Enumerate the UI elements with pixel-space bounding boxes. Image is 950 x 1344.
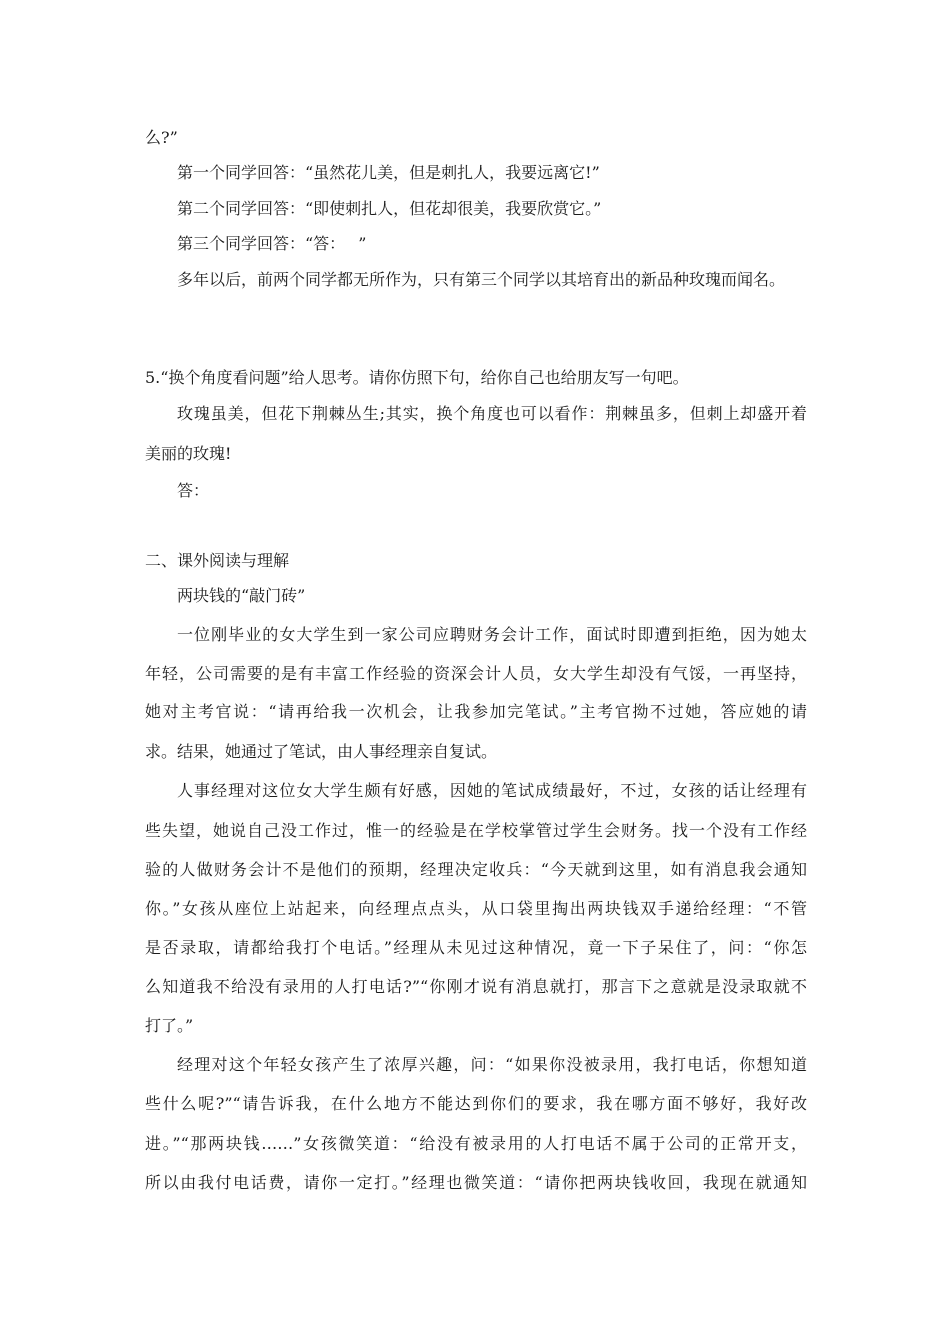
paragraph-line: 一位刚毕业的女大学生到一家公司应聘财务会计工作，面试时即遭到拒绝，因为她太 bbox=[177, 625, 807, 644]
paragraph-line: 进。”“那两块钱……”女孩微笑道：“给没有被录用的人打电话不属于公司的正常开支， bbox=[145, 1134, 807, 1153]
paragraph-line: 人事经理对这位女大学生颇有好感，因她的笔试成绩最好，不过，女孩的话让经理有 bbox=[177, 781, 807, 800]
answer-label: 答： bbox=[177, 481, 210, 500]
passage-line: 多年以后，前两个同学都无所作为，只有第三个同学以其培育出的新品种玫瑰而闻名。 bbox=[177, 270, 786, 289]
article-title: 两块钱的“敲门砖” bbox=[177, 586, 306, 605]
section-heading: 二、课外阅读与理解 bbox=[145, 551, 290, 570]
paragraph-line: 是否录取，请都给我打个电话。”经理从未见过这种情况，竟一下子呆住了，问：“你怎 bbox=[145, 938, 807, 957]
question-5-prompt: 5.“换个角度看问题”给人思考。请你仿照下句，给你自己也给朋友写一句吧。 bbox=[145, 368, 689, 387]
question-5-example: 美丽的玫瑰! bbox=[145, 444, 232, 463]
paragraph-line: 你。”女孩从座位上站起来，向经理点点头，从口袋里掏出两块钱双手递给经理：“不管 bbox=[145, 899, 807, 918]
passage-line: 么?” bbox=[145, 128, 178, 147]
passage-line: 第三个同学回答：“答： ” bbox=[177, 234, 367, 253]
paragraph-line: 验的人做财务会计不是他们的预期，经理决定收兵：“今天就到这里，如有消息我会通知 bbox=[145, 860, 807, 879]
paragraph-line: 打了。” bbox=[145, 1016, 194, 1035]
paragraph-line: 年轻，公司需要的是有丰富工作经验的资深会计人员，女大学生却没有气馁，一再坚持， bbox=[145, 664, 807, 683]
paragraph-line: 所以由我付电话费，请你一定打。”经理也微笑道：“请你把两块钱收回，我现在就通知 bbox=[145, 1173, 807, 1192]
paragraph-line: 经理对这个年轻女孩产生了浓厚兴趣，问：“如果你没被录用，我打电话，你想知道 bbox=[177, 1055, 807, 1074]
passage-line: 第一个同学回答：“虽然花儿美，但是刺扎人，我要远离它!” bbox=[177, 163, 600, 182]
paragraph-line: 她对主考官说：“请再给我一次机会，让我参加完笔试。”主考官拗不过她，答应她的请 bbox=[145, 702, 807, 721]
paragraph-line: 些什么呢?”“请告诉我，在什么地方不能达到你们的要求，我在哪方面不够好，我好改 bbox=[145, 1094, 807, 1113]
paragraph-line: 求。结果，她通过了笔试，由人事经理亲自复试。 bbox=[145, 742, 498, 761]
paragraph-line: 些失望，她说自己没工作过，惟一的经验是在学校掌管过学生会财务。找一个没有工作经 bbox=[145, 821, 807, 840]
passage-line: 第二个同学回答：“即使刺扎人，但花却很美，我要欣赏它。” bbox=[177, 199, 602, 218]
paragraph-line: 么知道我不给没有录用的人打电话?”“你刚才说有消息就打，那言下之意就是没录取就不 bbox=[145, 977, 807, 996]
question-5-example: 玫瑰虽美，但花下荆棘丛生;其实，换个角度也可以看作：荆棘虽多，但刺上却盛开着 bbox=[177, 404, 807, 423]
